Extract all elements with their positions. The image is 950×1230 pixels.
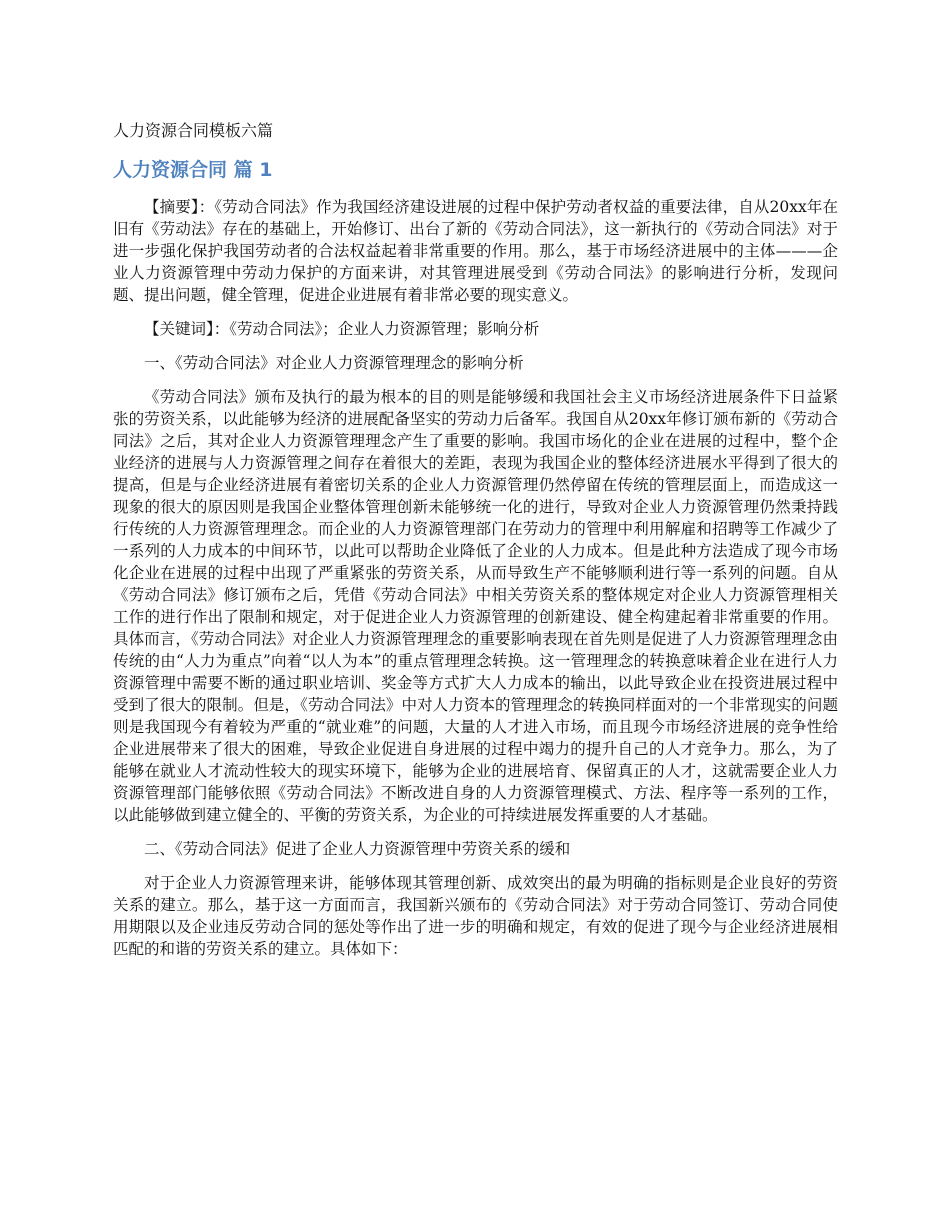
abstract-paragraph: 【摘要】：《劳动合同法》作为我国经济建设进展的过程中保护劳动者权益的重要法律，自从20xx年在旧有《劳动法》存在的基础上，开始修订、出台了新的《劳动合同法》，这一新执行的《劳动合同法》对于进一步强化保护我国劳动者的合法权益起着非常重要的作用。那么，基于市场经济进展中的主体———企业人力资源管理中劳动力保护的方面来讲，对其管理进展受到《劳动合同法》的影响进行分析，发现问题、提出问题，健全管理，促进企业进展有着非常必要的现实意义。 bbox=[113, 198, 838, 304]
document-title: 人力资源合同模板六篇 bbox=[113, 121, 274, 140]
subheading-one: 一、《劳动合同法》对企业人力资源管理理念的影响分析 bbox=[144, 354, 524, 372]
keywords-paragraph: 【关键词】：《劳动合同法》；企业人力资源管理；影响分析 bbox=[144, 320, 540, 338]
body-paragraph: 对于企业人力资源管理来讲，能够体现其管理创新、成效突出的最为明确的指标则是企业良好的劳资关系的建立。那么，基于这一方面而言，我国新兴颁布的《劳动合同法》对于劳动合同签订、劳动合同使用期限以及企业违反劳动合同的惩处等作出了进一步的明确和规定，有效的促进了现今与企业经济进展相匹配的和谐的劳资关系的建立。具体如下： bbox=[113, 874, 838, 958]
subheading-two: 二、《劳动合同法》促进了企业人力资源管理中劳资关系的缓和 bbox=[144, 840, 571, 858]
body-paragraph: 《劳动合同法》颁布及执行的最为根本的目的则是能够缓和我国社会主义市场经济进展条件下日益紧张的劳资关系，以此能够为经济的进展配备坚实的劳动力后备军。我国自从20xx年修订颁布新的《劳动合同法》之后，其对企业人力资源管理理念产生了重要的影响。我国市场化的企业在进展的过程中，整个企业经济的进展与人力资源管理之间存在着很大的差距，表现为我国企业的整体经济进展水平得到了很大的提高，但是与企业经济进展有着密切关系的企业人力资源管理仍然停留在传统的管理层面上，而造成这一现象的很大的原因则是我国企业整体管理创新未能够统一化的进行，导致对企业人力资源管理仍然秉持践行传统的人力资源管理理念。而企业的人力资源管理部门在劳动力的管理中利用解雇和招聘等工作减少了一系列的人力成本的中间环节，以此可以帮助企业降低了企业的人力成本。但是此种方法造成了现今市场化企业在进展的过程中出现了严重紧张的劳资关系，从而导致生产不能够顺利进行等一系列的问题。自从《劳动合同法》修订颁布之后，凭借《劳动合同法》中相关劳资关系的整体规定对企业人力资源管理相关工作的进行作出了限制和规定，对于促进企业人力资源管理的创新建设、健全构建起着非常重要的作用。具体而言，《劳动合同法》对企业人力资源管理理念的重要影响表现在首先则是促进了人力资源管理理念由传统的由“人力为重点”向着“以人为本”的重点管理理念转换。这一管理理念的转换意味着企业在进行人力资源管理中需要不断的通过职业培训、奖金等方式扩大人力成本的输出，以此导致企业在投资进展过程中受到了很大的限制。但是，《劳动合同法》中对人力资本的管理理念的转换同样面对的一个非常现实的问题则是我国现今有着较为严重的“就业难”的问题，大量的人才进入市场，而且现今市场经济进展的竞争性给企业进展带来了很大的困难，导致企业促进自身进展的过程中竭力的提升自己的人才竞争力。那么，为了能够在就业人才流动性较大的现实环境下，能够为企业的进展培育、保留真正的人才，这就需要企业人力资源管理部门能够依照《劳动合同法》不断改进自身的人力资源管理模式、方法、程序等一系列的工作，以此能够做到建立健全的、平衡的劳资关系，为企业的可持续进展发挥重要的人才基础。 bbox=[113, 388, 838, 824]
document-page bbox=[113, 118, 838, 972]
section-heading: 人力资源合同 篇 1 bbox=[113, 159, 273, 181]
